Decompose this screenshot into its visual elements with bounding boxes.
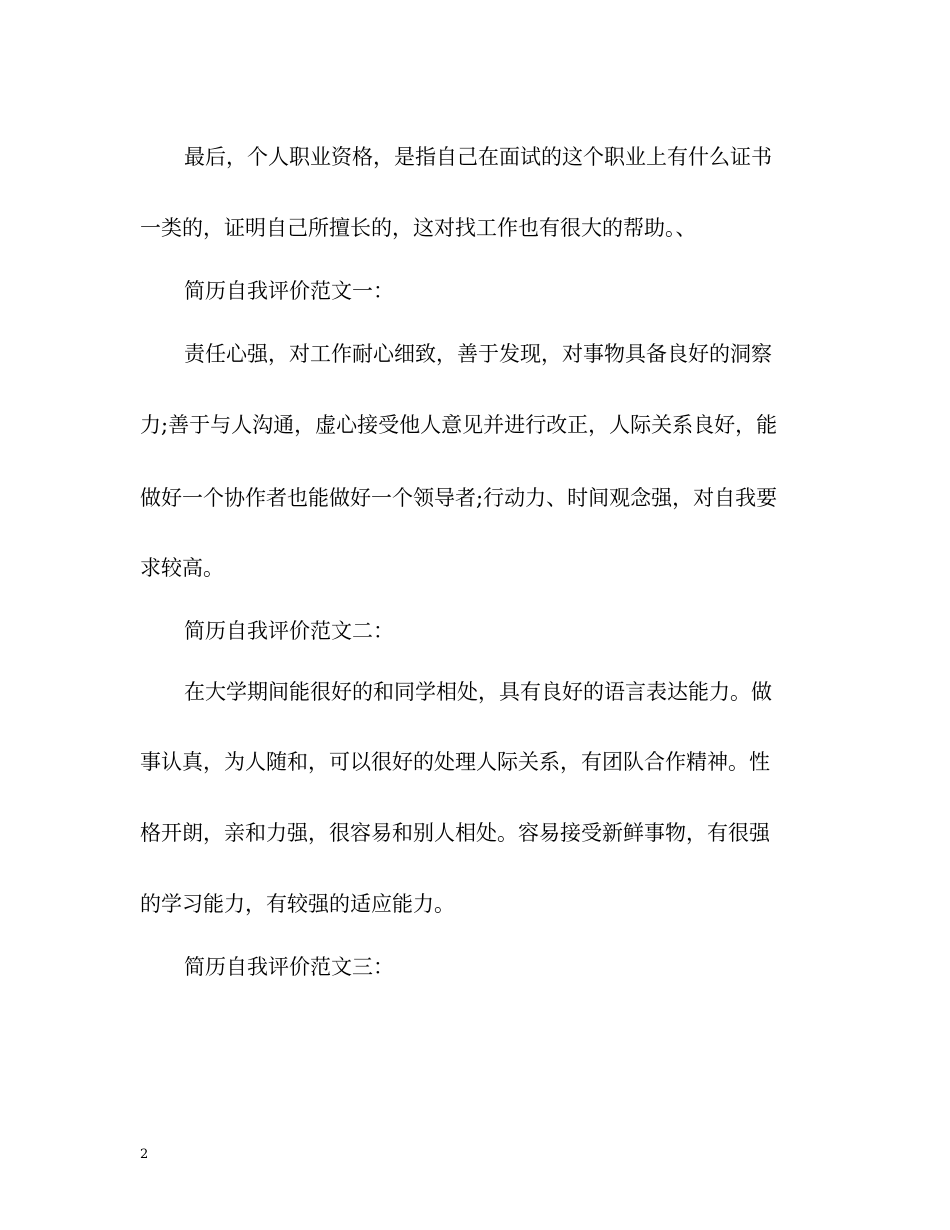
paragraph-sample-one-line-4: 求较高。 [140, 556, 224, 580]
paragraph-sample-two-line-1: 在大学期间能很好的和同学相处，具有良好的语言表达能力。做 [184, 680, 772, 704]
paragraph-sample-two-line-3: 格开朗，亲和力强，很容易和别人相处。容易接受新鲜事物，有很强 [140, 821, 770, 845]
paragraph-sample-one-line-2: 力;善于与人沟通，虚心接受他人意见并进行改正，人际关系良好，能 [140, 413, 778, 437]
paragraph-sample-two-line-2: 事认真，为人随和，可以很好的处理人际关系，有团队合作精神。性 [140, 750, 770, 774]
page-number: 2 [140, 1147, 149, 1162]
paragraph-sample-one-line-3: 做好一个协作者也能做好一个领导者;行动力、时间观念强，对自我要 [140, 486, 778, 510]
heading-sample-one: 简历自我评价范文一： [184, 279, 394, 303]
paragraph-sample-two-line-4: 的学习能力，有较强的适应能力。 [140, 892, 455, 916]
paragraph-qualification-line-1: 最后，个人职业资格，是指自己在面试的这个职业上有什么证书 [184, 145, 772, 169]
heading-sample-three: 简历自我评价范文三： [184, 955, 394, 979]
paragraph-qualification-line-2: 一类的，证明自己所擅长的，这对找工作也有很大的帮助。、 [140, 216, 697, 240]
paragraph-sample-one-line-1: 责任心强，对工作耐心细致，善于发现，对事物具备良好的洞察 [184, 342, 772, 366]
heading-sample-two: 简历自我评价范文二： [184, 619, 394, 643]
